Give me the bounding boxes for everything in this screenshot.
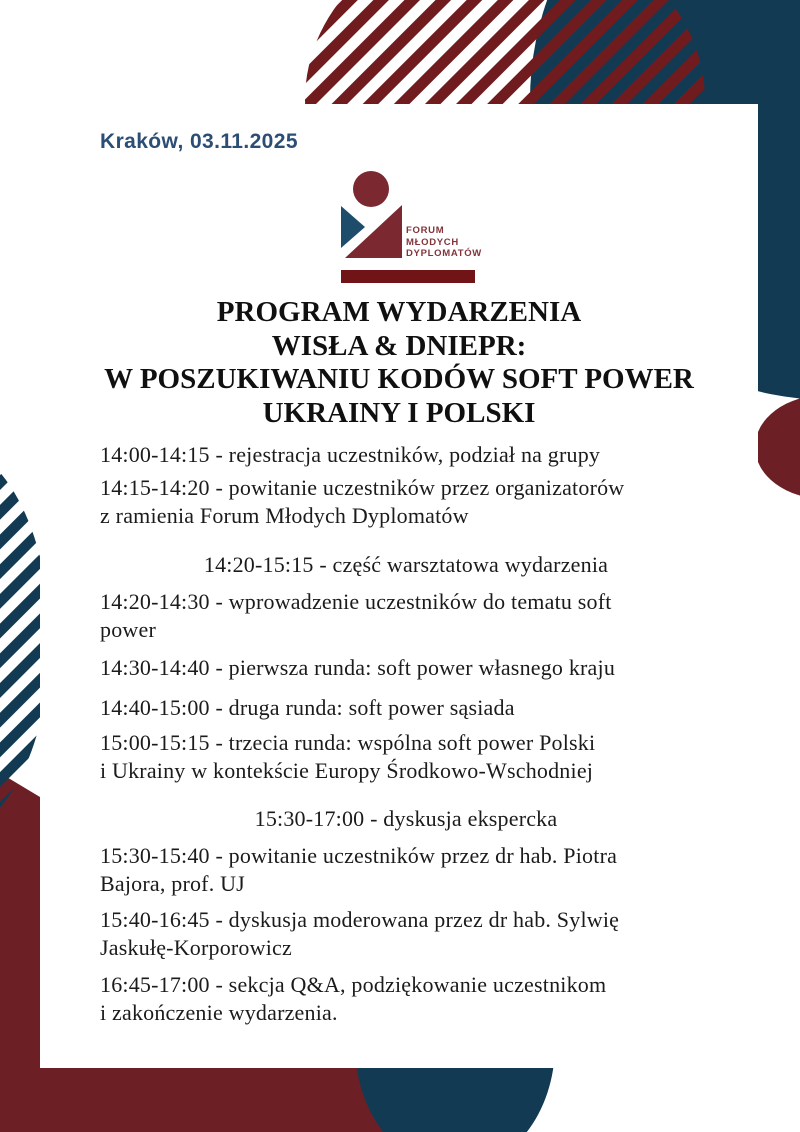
schedule-line: 14:00-14:15 - rejestracja uczestników, podział na grupy <box>100 442 601 467</box>
schedule-line: 15:30-17:00 - dyskusja ekspercka <box>254 806 558 831</box>
title-line: PROGRAM WYDARZENIA <box>216 296 582 328</box>
schedule-line: 14:40-15:00 - druga runda: soft power sąsiada <box>100 695 515 720</box>
logo-underline-bar <box>341 270 475 283</box>
title-line: W POSZUKIWANIU KODÓW SOFT POWER <box>104 363 694 395</box>
poster-title <box>40 296 758 430</box>
date-location: Kraków, 03.11.2025 <box>100 130 298 153</box>
logo-wordmark <box>406 225 482 260</box>
schedule-line: power <box>100 617 156 642</box>
logo-head-circle-icon <box>353 171 389 207</box>
schedule-line: i zakończenie wydarzenia. <box>100 1000 338 1025</box>
logo-wordmark-line: MŁODYCH <box>406 236 459 248</box>
schedule-line: 16:45-17:00 - sekcja Q&A, podziękowanie uczestnikom <box>100 972 607 997</box>
title-line: WISŁA & DNIEPR: <box>271 329 527 362</box>
title-line: UKRAINY I POLSKI <box>262 396 536 429</box>
logo-triangles-icon <box>335 203 405 265</box>
schedule-line: i Ukrainy w kontekście Europy Środkowo-Wschodniej <box>100 758 594 783</box>
schedule-line: 15:00-15:15 - trzecia runda: wspólna soft power Polski <box>100 730 596 755</box>
schedule <box>100 441 712 1027</box>
schedule-line: 14:30-14:40 - pierwsza runda: soft power własnego kraju <box>100 655 616 680</box>
fmd-logo <box>335 168 495 288</box>
schedule-line: 15:30-15:40 - powitanie uczestników przez dr hab. Piotra <box>100 843 618 868</box>
schedule-line: 14:20-14:30 - wprowadzenie uczestników do tematu soft <box>100 589 612 614</box>
logo-wordmark-line: FORUM <box>406 225 445 236</box>
schedule-line: 14:15-14:20 - powitanie uczestników przez organizatorów <box>100 475 625 500</box>
schedule-line: z ramienia Forum Młodych Dyplomatów <box>100 503 469 528</box>
schedule-line: Bajora, prof. UJ <box>100 871 245 896</box>
logo-wordmark-line: DYPLOMATÓW <box>406 248 482 259</box>
schedule-line: 14:20-15:15 - część warsztatowa wydarzenia <box>203 552 609 577</box>
schedule-line: Jaskułę-Korporowicz <box>100 935 292 960</box>
schedule-line: 15:40-16:45 - dyskusja moderowana przez dr hab. Sylwię <box>100 907 620 932</box>
